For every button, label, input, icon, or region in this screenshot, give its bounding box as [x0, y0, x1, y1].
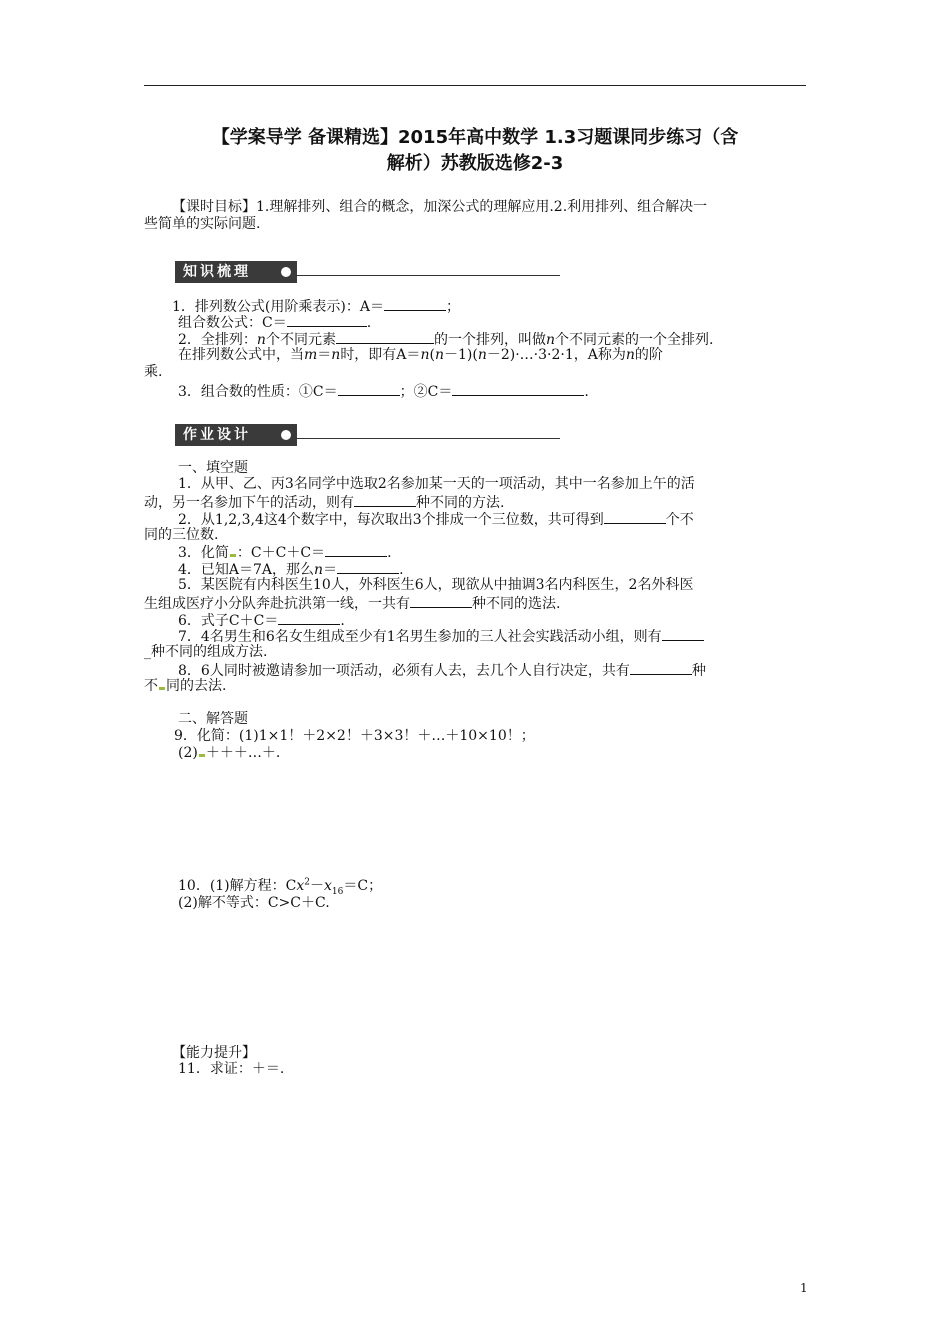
- section-heading: 【能力提升】: [172, 1045, 256, 1061]
- banner-rule: [297, 275, 560, 276]
- question-10-line-1: 10．(1)解方程：$Cx^2-x_{16}=C$；: [178, 877, 383, 897]
- question-9-line-2: (2) ＋＋＋…＋.: [178, 745, 281, 761]
- question-10-line-2: (2)解不等式：C>C＋C.: [178, 895, 330, 911]
- answer-blank: [338, 382, 400, 396]
- document-title: [144, 125, 806, 177]
- question-11: 11．求证：＋＝.: [178, 1061, 285, 1077]
- title-line-2: 解析）苏教版选修2-3: [386, 153, 564, 174]
- answer-blank: [410, 594, 472, 608]
- question-5-line-2: 生组成医疗小分队奔赴抗洪第一线，一共有 种不同的选法.: [144, 596, 561, 612]
- knowledge-line-1: 1．排列数公式(用阶乘表示)：A＝ ；: [172, 299, 460, 315]
- objective-line-2: 些简单的实际问题.: [144, 216, 261, 232]
- answer-blank: [337, 560, 399, 574]
- highlight-mark: [159, 687, 165, 690]
- answer-blank: [384, 297, 446, 311]
- banner-label: 知识梳理: [175, 261, 297, 283]
- banner-dot-icon: [281, 430, 291, 440]
- answer-blank: [287, 313, 367, 327]
- answer-blank: [604, 510, 666, 524]
- answer-blank: [452, 382, 584, 396]
- answer-blank: [354, 493, 416, 507]
- knowledge-line-2: 组合数公式：C＝ .: [178, 315, 372, 331]
- question-2-line-2: 同的三位数.: [144, 527, 219, 543]
- question-9-line-1: 9．化简：(1)1×1！＋2×2！＋3×3！＋…＋10×10！；: [174, 728, 535, 744]
- question-6: 6．式子C＋C＝ .: [178, 613, 345, 629]
- knowledge-line-3: 2．全排列：n个不同元素 的一个排列，叫做n个不同元素的一个全排列.: [178, 332, 714, 348]
- banner-rule: [297, 438, 560, 439]
- banner-dot-icon: [281, 267, 291, 277]
- objective-label: 【课时目标】: [172, 199, 256, 215]
- question-8-line-2: 不 同的去法.: [144, 678, 227, 694]
- knowledge-line-6: 3．组合数的性质：①C＝ ；②C＝ .: [178, 384, 589, 400]
- highlight-mark: [199, 754, 205, 757]
- answer-blank: [662, 627, 704, 641]
- question-1-line-2: 动，另一名参加下午的活动，则有 种不同的方法.: [144, 495, 505, 511]
- question-7-line-2: _种不同的组成方法.: [144, 644, 268, 660]
- knowledge-line-4: 在排列数公式中，当m＝n时，即有A＝n(n－1)(n－2)·…·3·2·1，A称为n的阶: [178, 347, 663, 363]
- answer-blank: [325, 543, 387, 557]
- answer-blank: [336, 330, 434, 344]
- question-8-line-1: 8．6人同时被邀请参加一项活动，必须有人去，去几个人自行决定，共有 种: [178, 663, 706, 679]
- section-banner-homework: [175, 424, 560, 446]
- question-7-line-1: 7．4名男生和6名女生组成至少有1名男生参加的三人社会实践活动小组，则有: [178, 627, 704, 646]
- question-4: 4．已知A＝7A，那么n＝ .: [178, 562, 404, 578]
- question-1-line-1: 1．从甲、乙、丙3名同学中选取2名参加某一天的一项活动，其中一名参加上午的活: [178, 476, 695, 492]
- question-2-line-1: 2．从1,2,3,4这4个数字中，每次取出3个排成一个三位数，共可得到 个不: [178, 512, 694, 528]
- header-rule: [144, 85, 806, 86]
- banner-label: 作业设计: [175, 424, 297, 446]
- section-heading: 一、填空题: [178, 460, 248, 476]
- question-3: 3．化简 ：C＋C＋C＝ .: [178, 545, 392, 561]
- answer-blank: [278, 611, 340, 625]
- section-heading: 二、解答题: [178, 711, 248, 727]
- lesson-objective: [144, 199, 806, 233]
- knowledge-line-5: 乘.: [144, 364, 163, 380]
- page-number: 1: [800, 1281, 808, 1295]
- question-5-line-1: 5．某医院有内科医生10人，外科医生6人，现欲从中抽调3名内科医生，2名外科医: [178, 577, 694, 593]
- title-line-1: 【学案导学 备课精选】2015年高中数学 1.3习题课同步练习（含: [211, 127, 739, 148]
- answer-blank: [630, 661, 692, 675]
- section-banner-knowledge: [175, 261, 560, 283]
- objective-line-1: 1.理解排列、组合的概念，加深公式的理解应用.2.利用排列、组合解决一: [256, 199, 708, 215]
- highlight-mark: [230, 554, 236, 557]
